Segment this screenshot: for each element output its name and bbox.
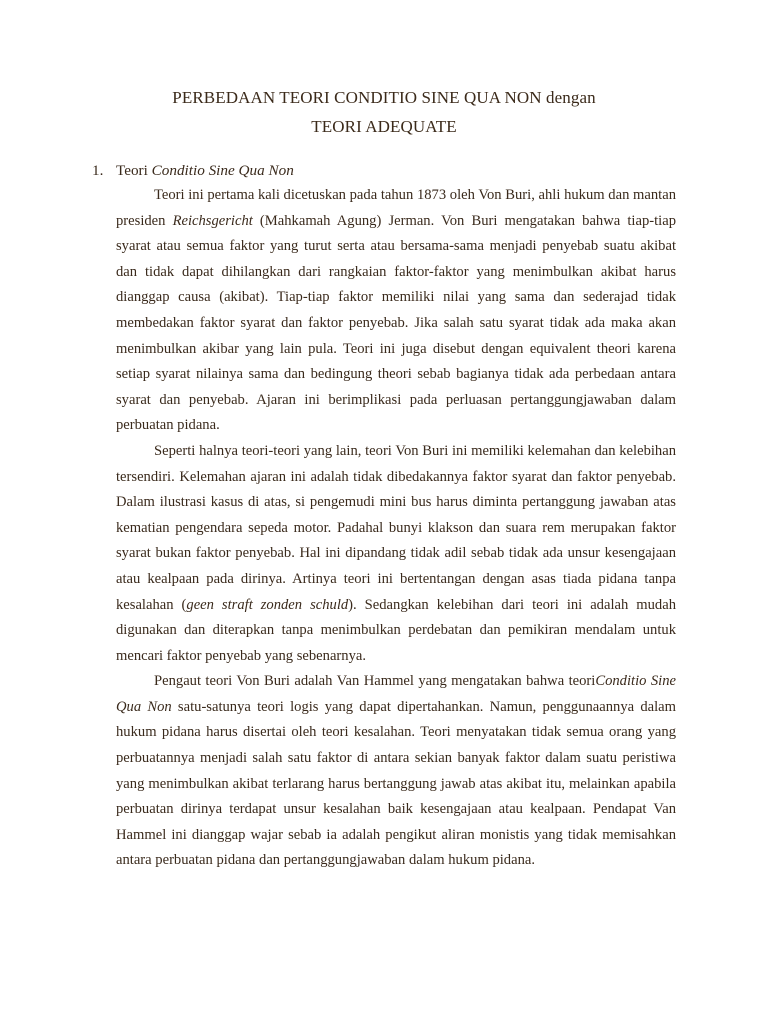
paragraph-3-italic: Conditio Sine Qua Non (116, 673, 676, 715)
paragraph-1-italic: Reichsgericht (172, 212, 253, 229)
paragraph-1-text-b: (Mahkamah Agung) Jerman. Von Buri mengatakan bahwa tiap-tiap syarat atau semua faktor yang turut serta atau bersama-sama menjadi penyebab suatu akibat dan tidak dapat dihilangkan dari rangkaian faktor-faktor yang menimbulkan akibat harus dianggap causa (akibat). Tiap-tiap faktor memiliki nilai yang sama dan sederajad tidak membedakan faktor syarat dan faktor penyebab. Jika salah satu syarat tidak ada maka akan menimbulkan akibar yang lain pula. Teori ini juga disebut dengan equivalent theori karena setiap syarat nilainya sama dan bedingung theori sebab bagianya tidak ada perbedaan antara syarat dan penyebab. Ajaran ini berimplikasi pada perluasan pertanggungjawaban dalam perbuatan pidana. (116, 212, 676, 434)
paragraph-2-text-a: Seperti halnya teori-teori yang lain, teori Von Buri ini memiliki kelemahan dan kelebihan tersendiri. Kelemahan ajaran ini adalah tidak dibedakannya faktor syarat dan faktor penyebab. Dalam ilustrasi kasus di atas, si pengemudi mini bus harus diminta pertanggung jawaban atas kematian pengendara sepeda motor. Padahal bunyi klakson dan suara rem merupakan faktor syarat bukan faktor penyebab. Hal ini dipandang tidak adil sebab tidak ada unsur kesengajaan atau kealpaan pada dirinya. Artinya teori ini bertentangan dengan asas tiada pidana tanpa kesalahan ( (116, 442, 676, 613)
paragraph-3-text-a: Pengaut teori Von Buri adalah Van Hammel yang mengatakan bahwa teori (154, 673, 596, 690)
paragraph-2-text-b: ). Sedangkan kelebihan dari teori ini adalah mudah digunakan dan diterapkan tanpa menimbulkan perdebatan dan pemikiran mendalam untuk mencari faktor penyebab yang sebenarnya. (116, 596, 676, 664)
paragraph-2-italic: geen straft zonden schuld (186, 596, 349, 613)
paragraph-1-text-a: Teori ini pertama kali dicetuskan pada tahun 1873 oleh Von Buri, ahli hukum dan mantan presiden (116, 187, 676, 229)
paragraph-2 (116, 439, 676, 669)
section-heading-italic: Conditio Sine Qua Non (151, 162, 294, 179)
paragraph-3 (116, 669, 676, 874)
section-heading-prefix: Teori (116, 162, 152, 179)
paragraph-1 (116, 183, 676, 439)
section-number: 1. (92, 162, 104, 179)
document-title-line-2: TEORI ADEQUATE (311, 117, 457, 136)
document-body (116, 183, 676, 874)
paragraph-3-text-b: satu-satunya teori logis yang dapat dipertahankan. Namun, penggunaannya dalam hukum pidana harus disertai oleh teori kesalahan. Teori menyatakan tidak semua orang yang perbuatannya menjadi salah satu faktor di antara sekian banyak faktor dalam suatu peristiwa yang menimbulkan akibat terlarang harus bertanggung jawab atas akibat itu, melainkan apabila perbuatan dirinya terdapat unsur kesalahan baik kesengajaan atau kealpaan. Pendapat Van Hammel ini dianggap wajar sebab ia adalah pengikut aliran monistis yang tidak memisahkan antara perbuatan pidana dan pertanggungjawaban dalam hukum pidana. (116, 698, 677, 869)
section-heading (92, 162, 294, 180)
document-title-line-1: PERBEDAAN TEORI CONDITIO SINE QUA NON dengan (172, 88, 596, 107)
